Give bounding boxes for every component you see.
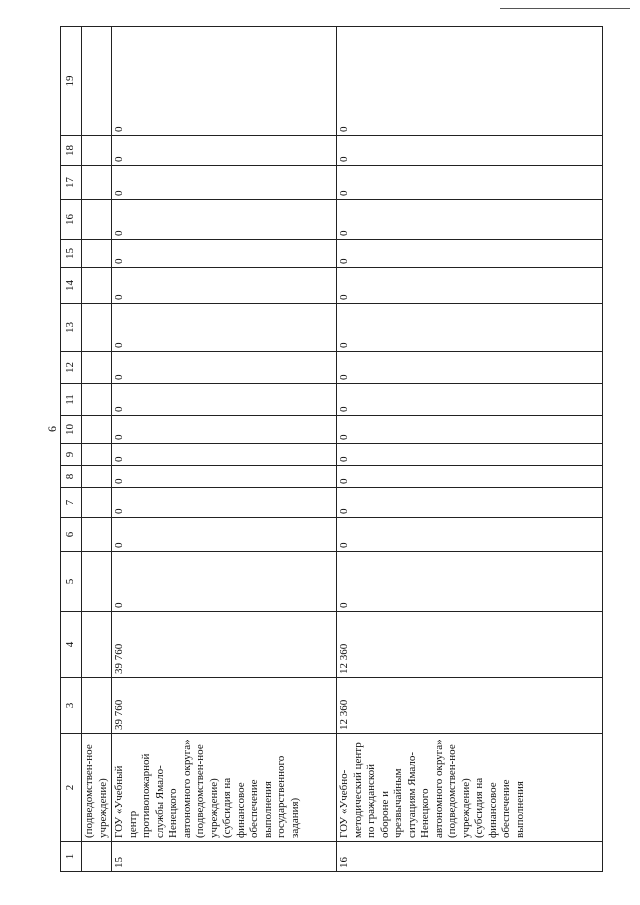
institution-name-continued: (подведомствен-ное учреждение) (82, 734, 112, 842)
value-cell: 0 (112, 552, 337, 612)
cell (82, 268, 112, 304)
cell (82, 612, 112, 678)
row-number: 16 (337, 842, 603, 872)
value-cell: 0 (337, 166, 603, 200)
table-row (112, 27, 337, 872)
column-number: 11 (61, 384, 82, 416)
cell (82, 166, 112, 200)
value-cell: 0 (112, 444, 337, 466)
column-number: 18 (61, 136, 82, 166)
column-number: 6 (61, 518, 82, 552)
value-cell: 0 (337, 444, 603, 466)
value-cell: 0 (337, 27, 603, 136)
value-cell: 39 760 (112, 612, 337, 678)
column-number: 2 (61, 734, 82, 842)
value-cell: 0 (337, 136, 603, 166)
rotated-table-container (60, 27, 603, 872)
column-number: 15 (61, 240, 82, 268)
value-cell: 0 (337, 304, 603, 352)
cell (82, 304, 112, 352)
value-cell: 0 (112, 200, 337, 240)
value-cell: 0 (112, 488, 337, 518)
value-cell: 0 (337, 352, 603, 384)
column-number: 17 (61, 166, 82, 200)
cell (82, 678, 112, 734)
cell (82, 136, 112, 166)
column-number: 13 (61, 304, 82, 352)
value-cell: 0 (337, 268, 603, 304)
column-number: 5 (61, 552, 82, 612)
cell (82, 240, 112, 268)
column-number: 9 (61, 444, 82, 466)
column-number: 8 (61, 466, 82, 488)
cell (82, 352, 112, 384)
cell (82, 200, 112, 240)
column-number: 4 (61, 612, 82, 678)
value-cell: 0 (337, 518, 603, 552)
value-cell: 0 (112, 268, 337, 304)
value-cell: 12 360 (337, 612, 603, 678)
value-cell: 0 (112, 27, 337, 136)
value-cell: 0 (337, 466, 603, 488)
column-number: 16 (61, 200, 82, 240)
column-number: 3 (61, 678, 82, 734)
page-number: 6 (45, 426, 59, 432)
value-cell: 0 (337, 552, 603, 612)
data-table (60, 26, 603, 872)
cell (82, 488, 112, 518)
continuation-row (82, 27, 112, 872)
value-cell: 0 (112, 518, 337, 552)
cell (82, 466, 112, 488)
value-cell: 0 (337, 416, 603, 444)
value-cell: 0 (112, 304, 337, 352)
value-cell: 0 (337, 488, 603, 518)
value-cell: 0 (112, 352, 337, 384)
cell (82, 552, 112, 612)
column-number: 14 (61, 268, 82, 304)
cell (82, 444, 112, 466)
value-cell: 0 (112, 240, 337, 268)
top-edge-rule (500, 8, 630, 9)
cell (82, 384, 112, 416)
row-number: 15 (112, 842, 337, 872)
institution-name: ГОУ «Учебно-методический центр по гражданской обороне и чрезвычайным ситуациям Ямало-Ненецкого автономного округа» (подведомствен-ное учреждение) (субсидия на финансовое обеспечение выполнения (337, 734, 603, 842)
table-row (337, 27, 603, 872)
value-cell: 39 760 (112, 678, 337, 734)
column-number: 12 (61, 352, 82, 384)
value-cell: 0 (112, 466, 337, 488)
institution-name: ГОУ «Учебный центр противопожарной службы Ямало-Ненецкого автономного округа» (подведомствен-ное учреждение) (субсидия на финансовое обеспечение выполнения государственного задания) (112, 734, 337, 842)
cell (82, 27, 112, 136)
value-cell: 0 (337, 240, 603, 268)
column-number-row (61, 27, 82, 872)
value-cell: 0 (112, 416, 337, 444)
column-number: 7 (61, 488, 82, 518)
value-cell: 0 (112, 136, 337, 166)
column-number: 19 (61, 27, 82, 136)
value-cell: 0 (112, 384, 337, 416)
value-cell: 0 (112, 166, 337, 200)
column-number: 10 (61, 416, 82, 444)
value-cell: 0 (337, 384, 603, 416)
cell (82, 416, 112, 444)
value-cell: 0 (337, 200, 603, 240)
cell (82, 518, 112, 552)
column-number: 1 (61, 842, 82, 872)
cell (82, 842, 112, 872)
value-cell: 12 360 (337, 678, 603, 734)
